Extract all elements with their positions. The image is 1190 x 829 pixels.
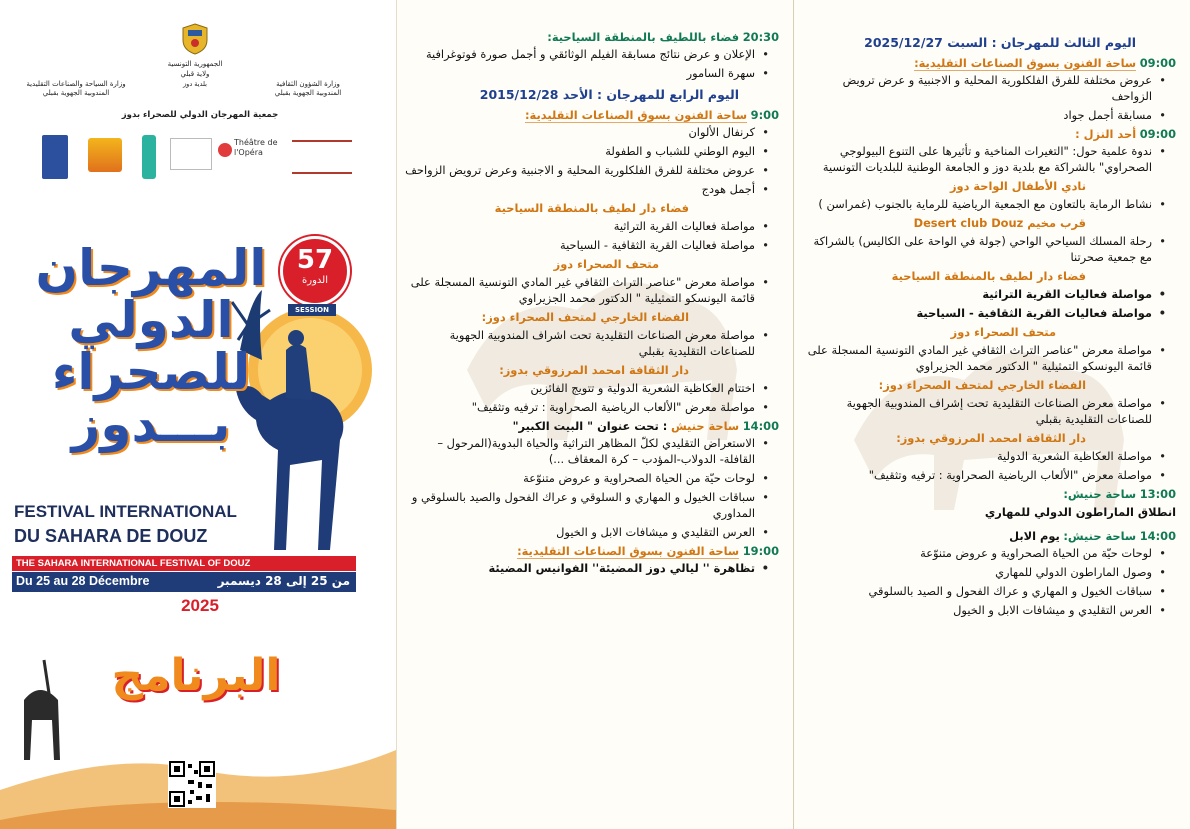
right-s2-list xyxy=(802,143,1176,175)
edition-badge xyxy=(280,236,350,306)
edition-word: الدورة xyxy=(302,275,328,286)
list-item: • مواصلة فعاليات القرية التراثية xyxy=(405,218,755,234)
right-v3-list xyxy=(802,196,1176,212)
partner-logo-1 xyxy=(42,135,68,179)
qr-code-icon[interactable] xyxy=(168,760,216,808)
time-label: 13:00 xyxy=(1139,487,1176,501)
venue-label: أحد النزل : xyxy=(1075,127,1137,141)
time-label: 09:00 xyxy=(1139,127,1176,141)
venue-suffix: يوم الابل xyxy=(1009,529,1060,543)
partner-logo-4 xyxy=(170,138,212,170)
list-item: • تظاهرة '' ليالي دوز المضيئة'' الفوانيس المضيئة xyxy=(405,560,755,576)
marathon-start-text: انطلاق الماراطون الدولي للمهاري xyxy=(984,505,1176,519)
venue-heading: قرب مخيم Desert club Douz xyxy=(913,216,1086,230)
right-s10 xyxy=(802,528,1176,544)
list-item: • عروض مختلفة للفرق الفلكلورية المحلية و الاجنبية و عرض ترويض الزواحف xyxy=(802,72,1152,104)
time-label: 09:00 xyxy=(1139,56,1176,70)
list-item: • مواصلة فعاليات القرية الثقافية - السياحية xyxy=(405,237,755,253)
venue-heading: الفضاء الخارجي لمتحف الصحراء دوز: xyxy=(481,310,689,324)
list-item: • اليوم الوطني للشباب و الطفولة xyxy=(405,143,755,159)
list-item: • الاستعراض التقليدي لكلّ المظاهر التراثية والحياة البدوية(المرحول –القافلة- الدولاب-المؤدب – كرة المعقاف ...) xyxy=(405,435,755,467)
theatre-opera-logo xyxy=(218,138,278,174)
list-item: • لوحات حيّة من الحياة الصحراوية و عروض متنوّعة xyxy=(802,545,1152,561)
municipality-label: بلدية دوز xyxy=(183,80,207,88)
middle-s6-list xyxy=(405,435,779,540)
title-line-3: للصحراء xyxy=(51,343,251,401)
middle-v3-list xyxy=(405,274,779,306)
dates-ar: من 25 إلى 28 ديسمبر xyxy=(217,574,350,588)
venue-heading: دار الثقافة امحمد المرزوقي بدوز: xyxy=(499,363,689,377)
partner-logo-3 xyxy=(142,135,156,179)
cover-panel xyxy=(0,0,397,829)
list-item: • العرس التقليدي و ميشافات الابل و الخيول xyxy=(405,524,755,540)
right-s2 xyxy=(802,126,1176,142)
list-item: • مواصلة معرض "عناصر التراث الثقافي غير المادي التونسية المسجلة على قائمة اليونسكو التمثيلية " الدكتور محمد الجزيراوي xyxy=(405,274,755,306)
list-item: • رحلة المسلك السياحي الواحي (جولة في الواحة على الكاليس) بالشراكة مع جمعية صحرتنا xyxy=(802,233,1152,265)
venue-label: فضاء باللطيف بالمنطقة السياحية: xyxy=(547,30,740,44)
program-column-right xyxy=(794,0,1190,829)
list-item: • كرنفال الألوان xyxy=(405,124,755,140)
program-column-middle xyxy=(397,0,794,829)
ministry-culture-label: وزارة الشؤون الثقافية المندوبية الجهوية بقبلي xyxy=(274,80,342,97)
list-item: • أجمل هودج xyxy=(405,181,755,197)
list-item: • الإعلان و عرض نتائج مسابقة الفيلم الوثائقي و أجمل صورة فوتوغرافية xyxy=(405,46,755,62)
list-item: • مواصلة معرض "عناصر التراث الثقافي غير المادي التونسية المسجلة على قائمة اليونسكو التمثيلية " الدكتور محمد الجزيراوي xyxy=(802,342,1152,374)
venue-heading: فضاء دار لطيف بالمنطقة السياحية xyxy=(494,201,689,215)
edition-number: 57 xyxy=(296,245,334,275)
list-item: • مواصلة معرض "الألعاب الرياضية الصحراوية : ترفيه وتثقيف" xyxy=(802,467,1152,483)
time-label: 14:00 xyxy=(1139,529,1176,543)
venue-label: ساحة الفنون بسوق الصناعات التقليدية: xyxy=(914,56,1137,70)
festival-title-fr-2: DU SAHARA DE DOUZ xyxy=(14,526,208,546)
list-item: • سباقات الخيول و المهاري و عراك الفحول و الصيد بالسلوقي xyxy=(802,583,1152,599)
list-item: • مواصلة فعاليات القرية التراثية xyxy=(802,286,1152,302)
venue-heading: نادي الأطفال الواحة دوز xyxy=(949,179,1086,193)
list-item: • ندوة علمية حول: "التغيرات المناخية و تأثيرها على التنوع البيولوجي الصحراوي" بالشراكة مع بلدية دوز و الجامعة الوطنية للبلديات التونسية xyxy=(802,143,1152,175)
venue-label: ساحة الفنون بسوق الصناعات التقليدية: xyxy=(517,544,740,558)
venue-heading: الفضاء الخارجي لمتحف الصحراء دوز: xyxy=(878,378,1086,392)
day3-title: اليوم الثالث للمهرجان : السبت 2025/12/27 xyxy=(864,35,1136,50)
list-item: • العرس التقليدي و ميشافات الابل و الخيول xyxy=(802,602,1152,618)
middle-content xyxy=(405,28,779,829)
program-title: البرنامج xyxy=(111,650,281,701)
middle-v2-list xyxy=(405,218,779,253)
list-item: • مسابقة أجمل جواد xyxy=(802,107,1152,123)
list-item: • مواصلة معرض الصناعات التقليدية تحت إشراف المندوبية الجهوية للصناعات التقليدية بقبلي xyxy=(802,395,1152,427)
right-v8-list xyxy=(802,448,1176,483)
venue-heading: متحف الصحراء دوز xyxy=(553,257,659,271)
governorate-label: ولاية قبلي xyxy=(180,70,210,78)
venue-heading: متحف الصحراء دوز xyxy=(950,325,1056,339)
list-item: • سباقات الخيول و المهاري و السلوقي و عراك الفحول والصيد بالسلوقي و المداوري xyxy=(405,489,755,521)
venue-label: ساحة حنيش xyxy=(670,419,740,433)
dates-fr: Du 25 au 28 Décembre xyxy=(16,574,150,588)
time-label: 19:00 xyxy=(742,544,779,558)
partner-logo-2 xyxy=(88,138,122,172)
time-label: 20:30 xyxy=(742,30,779,44)
list-item: • لوحات حيّة من الحياة الصحراوية و عروض متنوّعة xyxy=(405,470,755,486)
middle-s1-list xyxy=(405,124,779,197)
ministry-logo xyxy=(292,140,352,174)
right-v4-list xyxy=(802,233,1176,265)
time-label: 14:00 xyxy=(742,419,779,433)
right-v5-list xyxy=(802,286,1176,321)
middle-s6 xyxy=(405,418,779,434)
list-item: • مواصلة معرض الصناعات التقليدية تحت اشراف المندوبية الجهوية للصناعات التقليدية بقبلي xyxy=(405,327,755,359)
middle-top-section xyxy=(405,29,779,45)
list-item: • اختتام العكاظية الشعرية الدولية و تتويج الفائزين xyxy=(405,380,755,396)
list-item: • مواصلة معرض "الألعاب الرياضية الصحراوية : ترفيه وتثقيف" xyxy=(405,399,755,415)
right-v6-list xyxy=(802,342,1176,374)
day4-title: اليوم الرابع للمهرجان : الأحد 2015/12/28 xyxy=(479,87,739,102)
festival-title-fr-1: FESTIVAL INTERNATIONAL xyxy=(14,502,237,521)
venue-suffix: : تحت عنوان " البيت الكبير" xyxy=(512,419,668,433)
venue-label: ساحة حنيش: xyxy=(1063,529,1137,543)
association-label: جمعية المهرجان الدولي للصحراء بدوز xyxy=(121,110,279,120)
venue-label: ساحة الفنون بسوق الصناعات التقليدية: xyxy=(525,108,748,122)
venue-heading: فضاء دار لطيف بالمنطقة السياحية xyxy=(891,269,1086,283)
year-label: 2025 xyxy=(181,596,219,615)
time-label: 9:00 xyxy=(750,108,779,122)
venue-heading: دار الثقافة امحمد المرزوقي بدوز: xyxy=(896,431,1086,445)
middle-v5-list xyxy=(405,380,779,415)
ministry-tourism-label: وزارة السياحة والصناعات التقليدية المندوبية الجهوية بقبلي xyxy=(26,80,126,97)
middle-s7-list xyxy=(405,560,779,576)
list-item: • عروض مختلفة للفرق الفلكلورية المحلية و الاجنبية وعرض ترويض الزواحف xyxy=(405,162,755,178)
title-line-4: بـــدوز xyxy=(71,395,231,453)
middle-v4-list xyxy=(405,327,779,359)
list-item: • مواصلة فعاليات القرية الثقافية - السياحية xyxy=(802,305,1152,321)
middle-s1 xyxy=(405,107,779,123)
festival-title-en: THE SAHARA INTERNATIONAL FESTIVAL OF DOUZ xyxy=(12,556,356,571)
dates-bar xyxy=(12,572,356,592)
list-item: • مواصلة العكاظية الشعرية الدولية xyxy=(802,448,1152,464)
venue-label: ساحة حنيش: xyxy=(1063,487,1137,501)
tunisia-emblem-icon xyxy=(180,22,210,56)
republic-label: الجمهورية التونسية xyxy=(167,60,223,68)
middle-s7 xyxy=(405,543,779,559)
right-s1-list xyxy=(802,72,1176,123)
theatre-opera-label: Théâtre de l'Opéra xyxy=(234,138,278,157)
list-item: • وصول الماراطون الدولي للمهاري xyxy=(802,564,1152,580)
title-line-1: المهرجان xyxy=(35,239,267,297)
right-content xyxy=(802,35,1176,829)
right-s1 xyxy=(802,55,1176,71)
middle-top-list xyxy=(405,46,779,81)
right-s9 xyxy=(802,486,1176,502)
right-v7-list xyxy=(802,395,1176,427)
list-item: • سهرة السامور xyxy=(405,65,755,81)
title-line-2: الدولي xyxy=(68,291,234,349)
festival-title-ar xyxy=(16,239,286,453)
session-label: SESSION xyxy=(288,304,336,316)
right-s10-list xyxy=(802,545,1176,618)
list-item: • نشاط الرماية بالتعاون مع الجمعية الرياضية للرماية بالجنوب (غمراسن ) xyxy=(802,196,1152,212)
